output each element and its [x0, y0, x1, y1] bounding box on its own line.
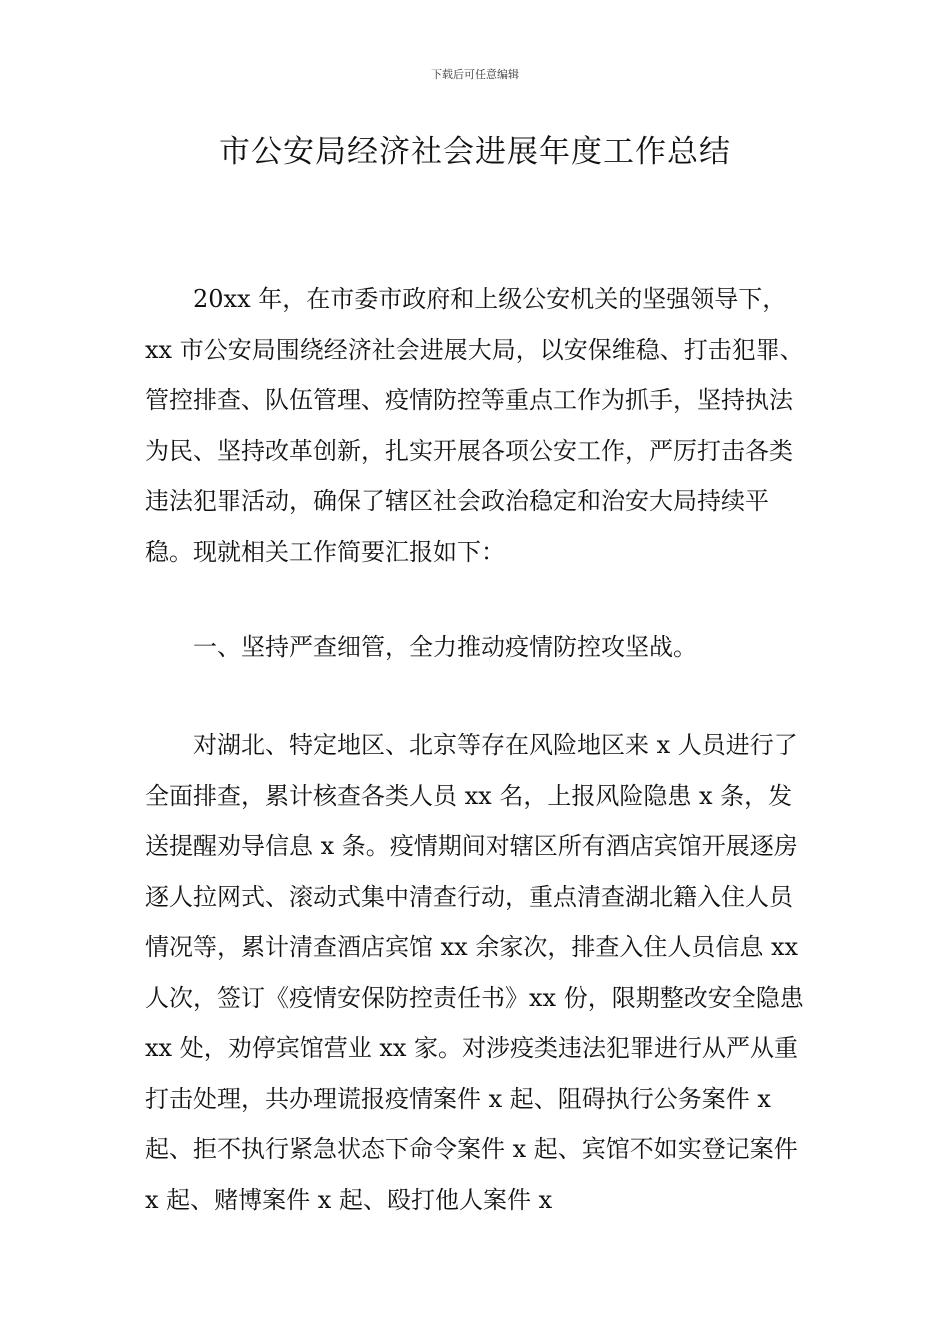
section-paragraph: 对湖北、特定地区、北京等存在风险地区来 x 人员进行了全面排查，累计核查各类人员 xx 名，上报风险隐患 x 条，发送提醒劝导信息 x 条。疫情期间对辖区所有酒店宾馆开展逐房逐人拉网式、滚动式集中清查行动，重点清查湖北籍入住人员情况等，累计清查酒店宾馆 xx 余家次，排查入住人员信息 xx 人次，签订《疫情安保防控责任书》xx 份，限期整改安全隐患 xx 处，劝停宾馆营业 xx 家。对涉疫类违法犯罪进行从严从重打击处理，共办理谎报疫情案件 x 起、阻碍执行公务案件 x 起、拒不执行紧急状态下命令案件 x 起、宾馆不如实登记案件 x 起、赌博案件 x 起、殴打他人案件 x [145, 731, 804, 1214]
header-note: 下载后可任意编辑 [431, 68, 519, 81]
intro-paragraph: 20xx 年，在市委市政府和上级公安机关的坚强领导下，xx 市公安局围绕经济社会进展大局，以安保维稳、打击犯罪、管控排查、队伍管理、疫情防控等重点工作为抓手，坚持执法为民、坚持改革创新，扎实开展各项公安工作，严厉打击各类违法犯罪活动，确保了辖区社会政治稳定和治安大局持续平稳。现就相关工作简要汇报如下： [145, 285, 804, 566]
document-title: 市公安局经济社会进展年度工作总结 [219, 134, 731, 170]
section-heading: 一、坚持严查细管，全力推动疫情防控攻坚战。 [193, 633, 697, 661]
